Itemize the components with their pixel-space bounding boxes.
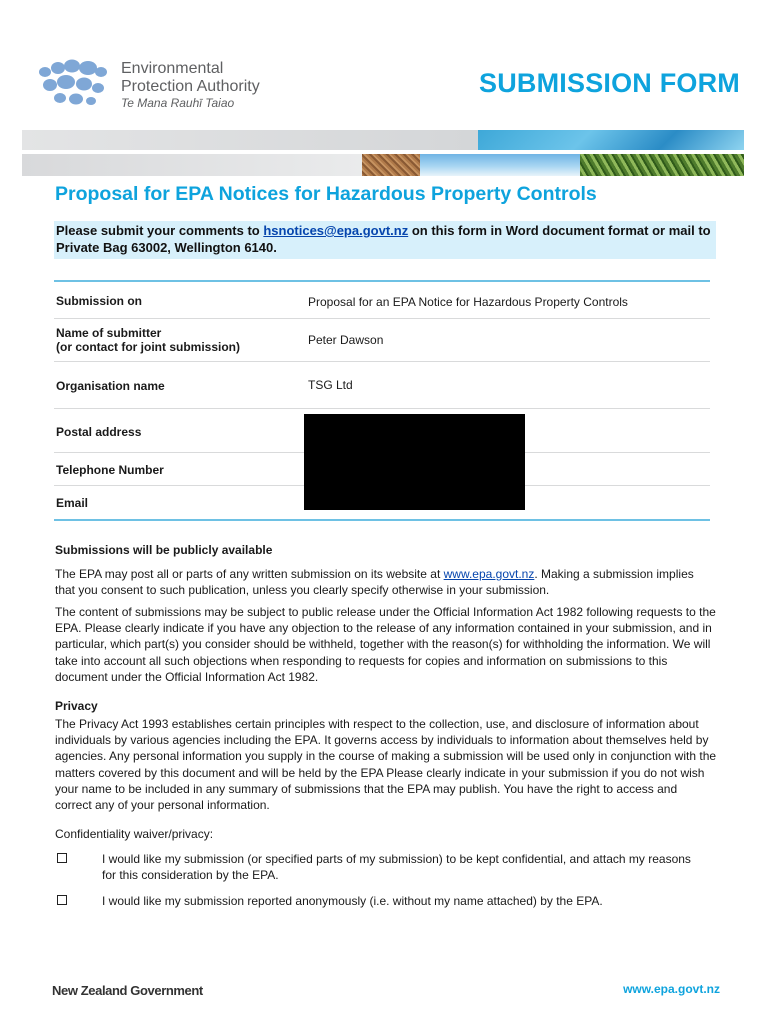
proposal-title: Proposal for EPA Notices for Hazardous Property Controls: [55, 183, 597, 205]
row-label: Telephone Number: [56, 463, 164, 477]
public-paragraph-1: [55, 566, 717, 598]
row-label: Postal address: [56, 425, 142, 439]
row-label: Name of submitter (or contact for joint submission): [56, 326, 241, 354]
org-name-line2: Protection Authority: [121, 78, 260, 95]
p1-text-after: . Making a submission implies that you consent to such publication, unless you clearly specify otherwise in your submission.: [55, 567, 694, 598]
table-row: [54, 282, 710, 319]
banner-water-image: [478, 130, 744, 150]
privacy-paragraph: The Privacy Act 1993 establishes certain principles with respect to the collection, use, and disclosure of information about individuals by various agencies including the EPA. It governs access by individuals to information about themselves held by agencies. Any personal information you supply in the course of making a submission will be used only in conjunction with the matters covered by this document and will be held by the EPA Please clearly indicate in your submission if you do not wish your name to be included in any summary of submissions that the EPA may publish. You have the right to access and correct any of your personal information.: [55, 717, 717, 813]
banner-fern-image: [580, 154, 744, 176]
epa-logo-icon: [36, 58, 116, 118]
anonymous-checkbox[interactable]: [57, 895, 67, 905]
notice-text-after: on this form in Word document format or mail to Private Bag 63002, Wellington 6140.: [56, 223, 711, 255]
website-link[interactable]: www.epa.govt.nz: [443, 567, 535, 581]
p1-text-before: The EPA may post all or parts of any written submission on its website at: [55, 567, 444, 581]
privacy-heading: Privacy: [55, 699, 98, 713]
row-label: Organisation name: [56, 379, 165, 393]
org-maori-name: Te Mana Rauhī Taiao: [121, 96, 235, 110]
banner-bar-top: [22, 130, 478, 150]
banner-sand-image: [362, 154, 420, 176]
table-row: [54, 319, 710, 362]
public-heading: Submissions will be publicly available: [55, 543, 273, 557]
submission-notice: [54, 221, 716, 259]
row-value[interactable]: Proposal for an EPA Notice for Hazardous Property Controls: [308, 295, 628, 309]
epa-logo: [36, 58, 286, 118]
waiver-label: Confidentiality waiver/privacy:: [55, 827, 214, 841]
option-label: I would like my submission reported anonymously (i.e. without my name attached) by the EPA.: [102, 894, 603, 908]
row-value[interactable]: TSG Ltd: [308, 378, 353, 392]
public-paragraph-2: The content of submissions may be subject to public release under the Official Information Act 1982 following requests to the EPA. Please clearly indicate if you have any objection to the release of any information contained in your submission, and in particular, which part(s) you consider should be withheld, together with the reason(s) for withholding the information. We will take into account all such objections when responding to requests for copies and information on submissions to this document under the Official Information Act 1982.: [55, 605, 716, 684]
banner-sky-image: [420, 154, 580, 176]
row-value[interactable]: Peter Dawson: [308, 333, 384, 347]
email-link[interactable]: hsnotices@epa.govt.nz: [263, 223, 409, 238]
row-label: Submission on: [56, 294, 143, 308]
nz-government-logo: New Zealand Government: [52, 983, 203, 998]
org-name-line1: Environmental: [121, 60, 224, 77]
banner-bar-bottom: [22, 154, 362, 176]
confidential-checkbox[interactable]: [57, 853, 67, 863]
form-title: SUBMISSION FORM: [478, 68, 740, 98]
notice-text-before: Please submit your comments to: [56, 223, 264, 238]
header-banner: [22, 130, 744, 176]
table-row: [54, 362, 710, 409]
org-name: [121, 60, 260, 96]
redaction-block: [304, 414, 525, 510]
option-label: I would like my submission (or specified parts of my submission) to be kept confidential, and attach my reasons for this consideration by the EPA.: [102, 852, 691, 882]
footer-website-link[interactable]: www.epa.govt.nz: [623, 982, 720, 996]
row-label: Email: [56, 496, 89, 510]
